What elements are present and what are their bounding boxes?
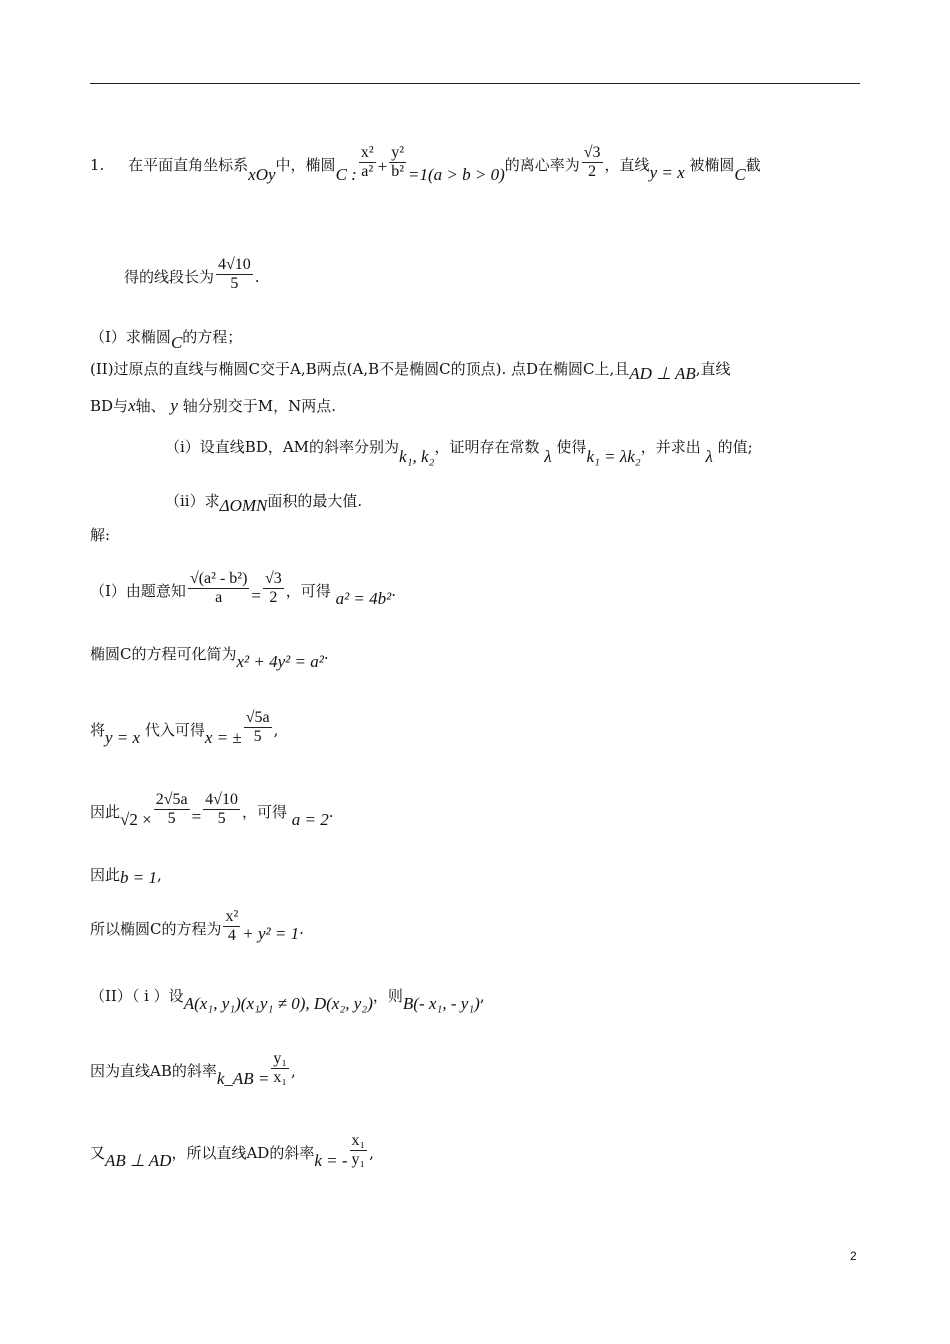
solution-text: ，则: [372, 987, 403, 1005]
math-lambda: λ: [705, 447, 713, 466]
math-points-a-d: A(x₁, y₁)(x₁y₁ ≠ 0), D(x₂, y₂): [183, 994, 373, 1013]
solution-text: 解:: [90, 526, 111, 544]
solution-line-2: [90, 645, 329, 671]
math-c: C: [734, 164, 746, 184]
problem-text: 面积的最大值.: [267, 492, 363, 510]
solution-text: ,: [157, 866, 162, 884]
math-k-neg: k = -: [314, 1150, 348, 1170]
problem-text: （i）设直线BD，AM的斜率分别为: [165, 438, 400, 456]
fraction-sqrt3-2: $\frac{√3}{2}$: [265, 570, 282, 607]
math-k1-lambda-k2: k₁ = λk₂: [586, 447, 641, 466]
fraction-2sqrt5a-5: $\frac{2√5a}{5}$: [155, 791, 188, 828]
solution-text: 因为直线AB的斜率: [90, 1061, 217, 1080]
fraction-sqrt5a-5: $\frac{√5a}{5}$: [245, 709, 270, 746]
solution-text: ，所以直线AD的斜率: [171, 1143, 315, 1162]
solution-text: 所以椭圆C的方程为: [90, 919, 222, 938]
solution-text: （I）由题意知: [90, 581, 186, 600]
solution-line-1: [90, 570, 397, 608]
problem-text: ，并求出: [640, 438, 701, 456]
problem-text: ,直线: [695, 360, 731, 378]
math-ellipse-condition: =1(a > b > 0): [408, 164, 505, 184]
solution-text: .: [328, 802, 334, 821]
math-equals: =: [251, 585, 261, 605]
problem-text: 轴分别交于M，N两点.: [182, 397, 336, 415]
math-a-eq-2: a = 2: [291, 809, 329, 829]
problem-text: 的离心率为: [504, 155, 580, 174]
problem-text: 截: [745, 155, 761, 174]
sub-question-ii: [165, 492, 363, 515]
math-a2-4b2: a² = 4b²: [335, 588, 392, 608]
header-rule: [90, 83, 860, 84]
page-number: 2: [850, 1249, 857, 1263]
solution-line-8: [90, 1050, 296, 1088]
solution-text: ,: [369, 1143, 374, 1162]
part-1-question: [90, 328, 243, 352]
problem-text: 使得: [556, 438, 587, 456]
solution-text: 将: [90, 720, 106, 739]
problem-text: 被椭圆: [689, 155, 735, 174]
math-y: y: [170, 396, 178, 415]
math-sqrt2-times: √2 ×: [120, 809, 152, 829]
fraction-segment-length: $\frac{4√10}{5}$: [218, 256, 251, 293]
problem-text: BD与: [90, 397, 129, 415]
problem-text: (II)过原点的直线与椭圆C交于A,B两点(A,B不是椭圆C的顶点). 点D在椭圆C上,且: [90, 360, 630, 378]
math-plus: +: [377, 156, 388, 176]
solution-text: ,: [273, 720, 279, 739]
problem-text: 轴、: [135, 397, 166, 415]
math-xoy: xOy: [248, 164, 276, 184]
fraction-4sqrt10-5: $\frac{4√10}{5}$: [205, 791, 238, 828]
part-2-question-line-2: [90, 397, 336, 414]
solution-text: ，可得: [285, 581, 331, 600]
fraction-sqrt-a2-b2: $\frac{\text{√(a² - b²)}}{a}$: [189, 570, 248, 607]
fraction-eccentricity: $\frac{√3}{2}$: [583, 144, 601, 181]
solution-text: （II）（ i ）设: [90, 987, 184, 1005]
sub-question-i: [165, 438, 753, 466]
math-point-b: B(- x₁, - y₁): [402, 994, 480, 1013]
solution-text: ,: [290, 1061, 296, 1080]
solution-line-3: [90, 709, 279, 747]
math-c: C: [170, 333, 183, 352]
problem-text: （Ⅰ）求椭圆: [90, 328, 171, 346]
solution-text: 因此: [90, 802, 121, 821]
problem-text: .: [254, 267, 260, 286]
math-ab-perp-ad: AB ⊥ AD: [105, 1150, 172, 1170]
problem-text: 中，椭圆: [275, 155, 336, 174]
solution-line-6: [90, 908, 304, 946]
solution-line-4: [90, 791, 334, 829]
fraction-x2-4: $\frac{\text{x²}}{4}$: [225, 908, 239, 945]
math-x-pm: x = ±: [204, 727, 242, 747]
math-k-ab: k_AB =: [216, 1068, 270, 1088]
solution-text: .: [299, 919, 304, 938]
fraction-y1-x1: $\frac{\text{y₁}}{\text{x₁}}$: [273, 1050, 287, 1087]
solution-text: .: [323, 645, 329, 663]
problem-number: 1.: [90, 155, 105, 174]
problem-text: 的值;: [717, 438, 753, 456]
problem-text: ，直线: [604, 155, 650, 174]
math-k1-k2: k₁, k₂: [399, 447, 435, 466]
solution-text: ,: [479, 987, 485, 1005]
solution-text: ，可得: [241, 802, 287, 821]
solution-text: 因此: [90, 866, 121, 884]
math-ellipse-prefix: C :: [335, 164, 357, 184]
math-lambda: λ: [544, 447, 552, 466]
part-2-question-line-1: [90, 360, 731, 383]
solution-text: 又: [90, 1143, 106, 1162]
problem-line-1: [90, 144, 761, 184]
solution-text: 代入可得: [144, 720, 205, 739]
solution-text: .: [391, 581, 397, 600]
solution-label: [90, 528, 110, 543]
solution-text: 椭圆C的方程可化简为: [90, 645, 237, 663]
solution-line-5: [90, 866, 162, 887]
solution-line-7: [90, 987, 485, 1013]
math-y-eq-x: y = x: [105, 727, 141, 747]
fraction-y2-b2: $\frac{\text{y²}}{\text{b²}}$: [391, 144, 404, 181]
math-line-eq: y = x: [649, 162, 685, 182]
problem-text: （ii）求: [165, 492, 220, 510]
math-x: x: [128, 396, 136, 415]
math-ellipse-simplified: x² + 4y² = a²: [236, 652, 324, 671]
problem-text: 的方程；: [182, 328, 243, 346]
math-b-eq-1: b = 1: [120, 868, 157, 887]
problem-text: ，证明存在常数: [434, 438, 540, 456]
fraction-x1-y1: $\frac{\text{x₁}}{\text{y₁}}$: [351, 1132, 366, 1169]
math-ellipse-result: + y² = 1: [242, 923, 300, 943]
problem-line-2: [124, 256, 260, 294]
math-triangle-omn: ΔOMN: [219, 496, 268, 515]
solution-line-9: [90, 1132, 374, 1170]
problem-text: 在平面直角坐标系: [128, 155, 249, 174]
math-perpendicular: AD ⊥ AB: [629, 364, 696, 383]
fraction-x2-a2: $\frac{\text{x²}}{\text{a²}}$: [360, 144, 374, 181]
math-equals: =: [191, 806, 202, 826]
problem-text: 得的线段长为: [124, 267, 215, 286]
